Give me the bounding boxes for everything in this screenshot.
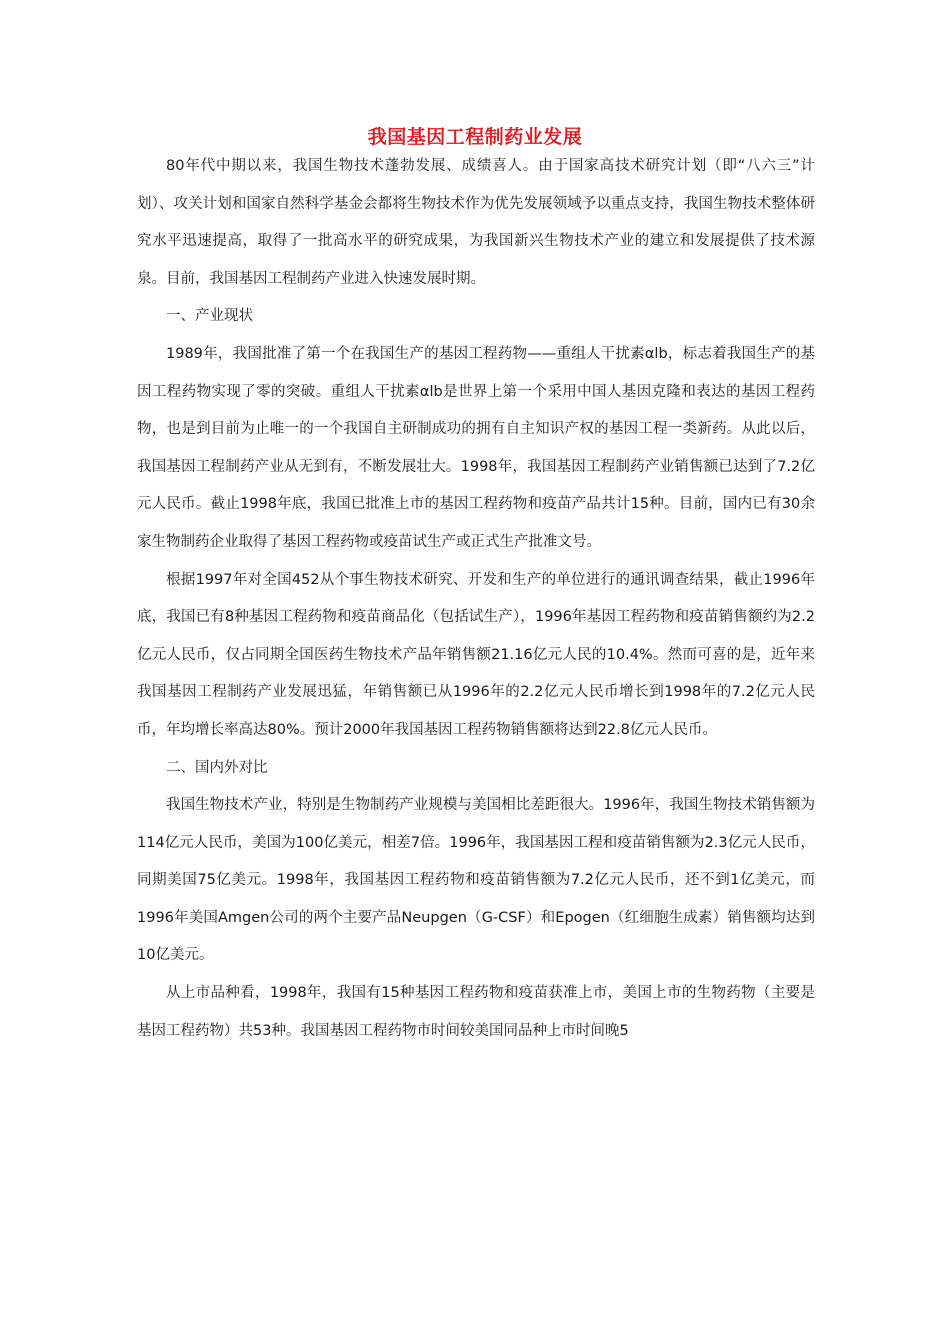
paragraph-market-products: 从上市品种看，1998年，我国有15种基因工程药物和疫苗获准上市，美国上市的生物药物（主要是基因工程药物）共53种。我国基因工程药物市时间较美国同品种上市时间晚5 — [137, 985, 815, 1039]
paragraph-us-comparison: 我国生物技术产业，特别是生物制药产业规模与美国相比差距很大。1996年，我国生物技术销售额为114亿元人民币，美国为100亿美元，相差7倍。1996年，我国基因工程和疫苗销售额为2.3亿元人民币，同期美国75亿美元。1998年，我国基因工程药物和疫苗销售额为7.2亿元人民币，还不到1亿美元，而1996年美国Amgen公司的两个主要产品Neupgen（G-CSF）和Epogen（红细胞生成素）销售额均达到10亿美元。 — [137, 797, 815, 964]
section-heading-comparison: 二、国内外对比 — [166, 759, 268, 776]
paragraph-interferon: 1989年，我国批准了第一个在我国生产的基因工程药物——重组人干扰素αlb，标志着我国生产的基因工程药物实现了零的突破。重组人干扰素αlb是世界上第一个采用中国人基因克隆和表达的基因工程药物，也是到目前为止唯一的一个我国自主研制成功的拥有自主知识产权的基因工程一类新药。从此以后，我国基因工程制药产业从无到有，不断发展壮大。1998年，我国基因工程制药产业销售额已达到了7.2亿元人民币。截止1998年底，我国已批准上市的基因工程药物和疫苗产品共计15种。目前，国内已有30余家生物制药企业取得了基因工程药物或疫苗试生产或正式生产批准文号。 — [137, 345, 815, 550]
document-body — [137, 148, 815, 1050]
paragraph-survey: 根据1997年对全国452从个事生物技术研究、开发和生产的单位进行的通讯调查结果，截止1996年底，我国已有8种基因工程药物和疫苗商品化（包括试生产），1996年基因工程药物和疫苗销售额约为2.2亿元人民币，仅占同期全国医药生物技术产品年销售额21.16亿元人民的10.4%。然而可喜的是，近年来我国基因工程制药产业发展迅猛，年销售额已从1996年的2.2亿元人民币增长到1998年的7.2亿元人民币，年均增长率高达80%。预计2000年我国基因工程药物销售额将达到22.8亿元人民币。 — [137, 571, 815, 738]
section-heading-industry-status: 一、产业现状 — [166, 308, 253, 325]
paragraph-intro: 80年代中期以来，我国生物技术蓬勃发展、成绩喜人。由于国家高技术研究计划（即“八六三”计划）、攻关计划和国家自然科学基金会都将生物技术作为优先发展领域予以重点支持，我国生物技术整体研究水平迅速提高，取得了一批高水平的研究成果，为我国新兴生物技术产业的建立和发展提供了技术源泉。目前，我国基因工程制药产业进入快速发展时期。 — [137, 158, 815, 287]
document-title: 我国基因工程制药业发展 — [367, 126, 583, 148]
